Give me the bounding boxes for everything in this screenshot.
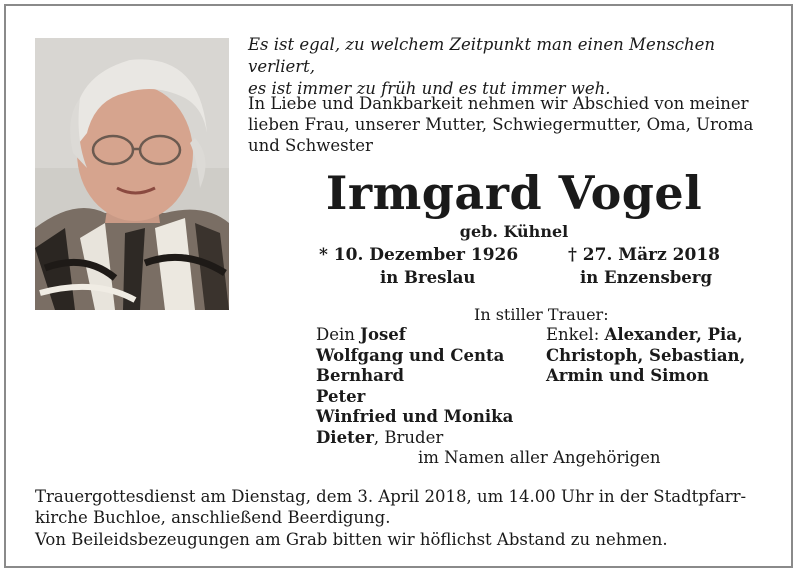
family-member: Dieter, Bruder xyxy=(316,427,444,447)
funeral-service-info xyxy=(35,486,775,528)
service-line-1: Trauergottesdienst am Dienstag, dem 3. April 2018, um 14.00 Uhr in der Stadtpfarr- xyxy=(35,487,747,506)
portrait-photo xyxy=(35,38,229,310)
family-member: Bernhard xyxy=(316,366,405,385)
memorial-quote xyxy=(248,34,768,100)
quote-line-2: es ist immer zu früh und es tut immer weh. xyxy=(248,79,611,98)
quote-line-1: Es ist egal, zu welchem Zeitpunkt man einen Menschen verliert, xyxy=(248,35,716,76)
farewell-text xyxy=(248,93,768,156)
death-place: in Enzensberg xyxy=(580,268,712,287)
grandchildren-line: Enkel: Alexander, Pia, xyxy=(546,325,743,344)
birth-date: * 10. Dezember 1926 xyxy=(319,245,519,265)
death-date: † 27. März 2018 xyxy=(568,245,720,265)
grandchildren-list xyxy=(546,325,745,387)
relatives-closing: im Namen aller Angehörigen xyxy=(418,448,661,467)
grandchildren-line: Armin und Simon xyxy=(546,366,709,385)
condolence-note: Von Beileidsbezeugungen am Grab bitten wir höflichst Abstand zu nehmen. xyxy=(35,530,668,549)
intro-line-3: und Schwester xyxy=(248,136,373,155)
birth-place: in Breslau xyxy=(380,268,476,287)
family-list xyxy=(316,325,513,448)
family-member: Peter xyxy=(316,386,366,406)
intro-line-1: In Liebe und Dankbarkeit nehmen wir Abschied von meiner xyxy=(248,94,749,113)
grandchildren-line: Christoph, Sebastian, xyxy=(546,345,746,365)
deceased-name: Irmgard Vogel xyxy=(325,166,703,220)
family-member: Winfried und Monika xyxy=(316,407,514,426)
service-line-2: kirche Buchloe, anschließend Beerdigung. xyxy=(35,508,391,527)
family-member: Wolfgang und Centa xyxy=(316,345,505,365)
mourning-heading: In stiller Trauer: xyxy=(474,305,609,324)
maiden-name: geb. Kühnel xyxy=(459,222,569,241)
family-member: Dein Josef xyxy=(316,325,406,344)
intro-line-2: lieben Frau, unserer Mutter, Schwiegermutter, Oma, Uroma xyxy=(248,115,754,134)
